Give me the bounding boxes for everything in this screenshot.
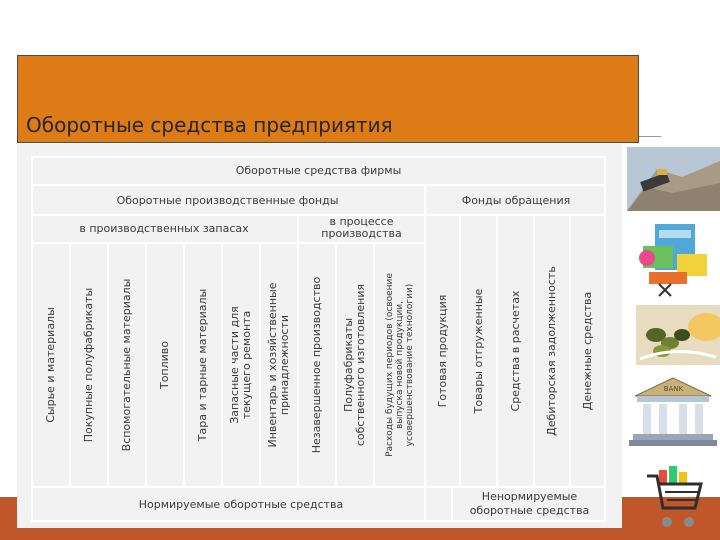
scheme-line <box>31 486 606 488</box>
slide-title: Оборотные средства предприятия <box>26 113 393 137</box>
in-process-label-line2: производства <box>321 227 402 240</box>
mining-excavator-icon <box>627 147 720 211</box>
column-label: Тара и тарные материалы <box>196 288 209 442</box>
column-label: Вспомогательные материалы <box>120 278 133 452</box>
column-label: Полуфабрикаты собственного изготовления <box>342 283 367 447</box>
fabric-sewing-icon <box>637 218 712 298</box>
column-label: Расходы будущих периодов (освоение выпуска новой продукции, усовершенствование технологии) <box>384 273 415 457</box>
non-normed-label-line2: оборотные средства <box>469 504 590 517</box>
column-cell <box>109 244 145 486</box>
column-label: Покупные полуфабрикаты <box>82 287 95 443</box>
column-cell <box>33 244 69 486</box>
olives-cheese-icon <box>636 305 720 365</box>
bank-building-icon <box>627 376 720 448</box>
column-cell <box>426 216 459 486</box>
scheme-line <box>31 520 606 522</box>
working-capital-scheme <box>17 144 622 528</box>
column-label: Топливо <box>158 340 171 390</box>
column-cell <box>375 244 424 486</box>
column-cell <box>71 244 107 486</box>
circulation-funds-label: Фонды обращения <box>461 194 571 207</box>
in-reserves-label: в производственных запасах <box>79 222 249 235</box>
column-cell <box>299 244 335 486</box>
column-cell <box>223 244 259 486</box>
column-cell <box>461 216 496 486</box>
scheme-line <box>604 156 606 522</box>
in-process-label-line1: в процессе <box>329 215 394 228</box>
column-cell <box>147 244 183 486</box>
scheme-line <box>31 184 606 186</box>
non-normed-label-line1: Ненормируемые <box>481 490 578 503</box>
column-label: Готовая продукция <box>435 294 449 408</box>
column-label: Средства в расчетах <box>508 290 522 412</box>
column-cell <box>261 244 297 486</box>
column-label: Запасные части для текущего ремонта <box>228 306 253 424</box>
column-cell <box>498 216 533 486</box>
column-label: Сырье и материалы <box>44 307 57 423</box>
normed-label: Нормируемые оборотные средства <box>138 498 344 511</box>
column-cell <box>535 216 569 486</box>
column-cell <box>571 216 604 486</box>
column-cell <box>185 244 221 486</box>
column-label: Денежные средства <box>580 291 594 411</box>
scheme-line <box>31 156 606 158</box>
bank-sign-text: BANK <box>663 385 684 393</box>
column-cell <box>337 244 373 486</box>
column-label: Инвентарь и хозяйственные принадлежности <box>266 282 291 448</box>
scheme-header: Оборотные средства фирмы <box>235 164 402 177</box>
title-divider <box>639 136 661 137</box>
production-funds-label: Оборотные производственные фонды <box>116 194 339 207</box>
column-label: Незавершенное производство <box>310 276 323 454</box>
title-box <box>17 55 639 143</box>
column-label: Товары отгруженные <box>471 288 485 414</box>
column-label: Дебиторская задолженность <box>545 266 558 436</box>
shopping-cart-icon <box>643 462 705 538</box>
